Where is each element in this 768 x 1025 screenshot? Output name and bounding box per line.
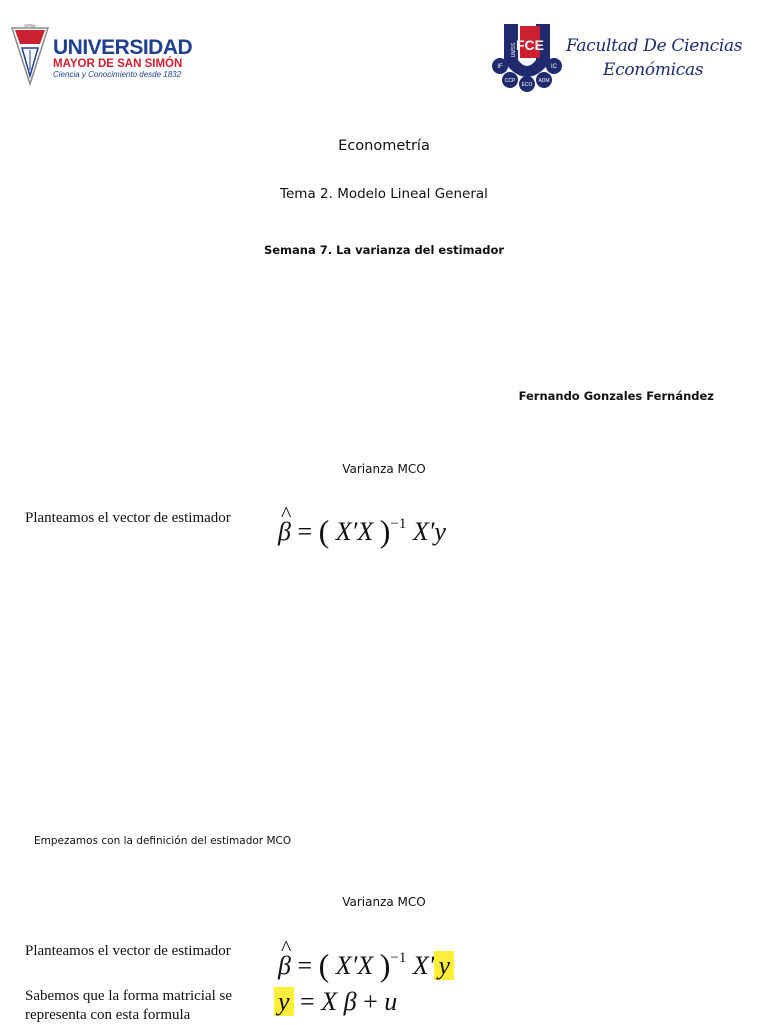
fce-logo — [490, 20, 750, 92]
umss-subtitle: MAYOR DE SAN SIMÓN — [53, 58, 183, 70]
plus-sign: + — [363, 987, 378, 1016]
x-beta-term: X β — [321, 987, 357, 1016]
beta-hat: ^ β — [278, 946, 291, 986]
badge-eco: ECO — [521, 82, 533, 88]
slide2-title: Varianza MCO — [342, 895, 426, 909]
slide1-formula — [278, 504, 446, 549]
highlighted-y: y — [434, 951, 454, 980]
mco-note: Empezamos con la definición del estimador MCO — [34, 835, 292, 847]
umss-motto: Ciencia y Conocimiento desde 1832 — [53, 70, 182, 79]
fce-emblem-letters: FCE — [516, 37, 544, 53]
right-paren-icon: ) — [379, 947, 391, 983]
right-paren-icon: ) — [379, 513, 391, 549]
topic-title: Tema 2. Modelo Lineal General — [280, 186, 488, 202]
course-title: Econometría — [338, 138, 430, 154]
slide2-text1: Planteamos el vector de estimador — [25, 943, 231, 959]
beta-hat: ^ β — [278, 512, 291, 552]
badge-if: IF — [497, 64, 503, 70]
umss-logo — [10, 24, 193, 88]
equals-sign: = — [297, 517, 313, 546]
fce-title-line1: Facultad De Ciencias — [566, 36, 743, 56]
xy-term: X′y — [412, 517, 446, 546]
umss-name: UNIVERSIDAD — [53, 36, 193, 59]
equals-sign: = — [297, 951, 313, 980]
u-term: u — [384, 987, 398, 1016]
umss-shield-icon — [10, 24, 50, 88]
slide2-text2: Sabemos que la forma matricial se representa con esta formula — [25, 988, 233, 1023]
badge-ic: IC — [551, 64, 557, 70]
badge-ccp: CCP — [504, 78, 516, 84]
equals-sign: = — [300, 987, 315, 1016]
fce-emblem-icon — [490, 20, 564, 92]
author-name: Fernando Gonzales Fernández — [518, 389, 714, 403]
fce-emblem-side: UMSS — [511, 42, 517, 58]
xx-term: X′X — [335, 951, 374, 980]
left-paren-icon: ( — [318, 947, 330, 983]
fce-title-line2: Económicas — [603, 60, 704, 80]
inverse-exponent: −1 — [390, 516, 407, 532]
slide1-text: Planteamos el vector de estimador — [25, 510, 231, 526]
highlighted-y: y — [274, 987, 294, 1016]
week-title: Semana 7. La varianza del estimador — [263, 243, 505, 257]
slide2-formula2 — [274, 982, 397, 1022]
left-paren-icon: ( — [318, 513, 330, 549]
inverse-exponent: −1 — [390, 950, 407, 966]
umss-shield-text: UMSS — [24, 24, 36, 28]
slide1-title: Varianza MCO — [342, 462, 426, 476]
slide2-formula1 — [278, 938, 454, 983]
badge-adm: ADM — [538, 78, 550, 84]
x-prime-term: X′ — [412, 951, 435, 980]
xx-term: X′X — [335, 517, 374, 546]
